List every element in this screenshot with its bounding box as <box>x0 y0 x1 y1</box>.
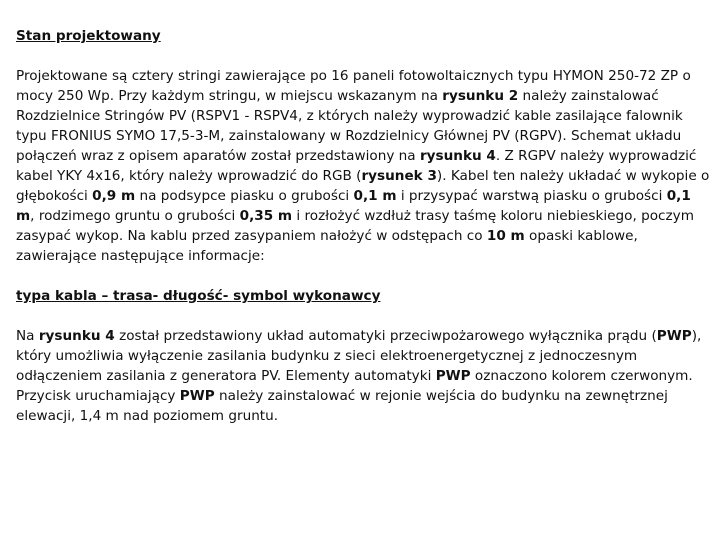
cable-label-format: typa kabla – trasa- długość- symbol wykonawcy <box>16 288 381 304</box>
section-heading: Stan projektowany <box>16 28 161 44</box>
bold-text-run: rysunek 3 <box>361 168 437 184</box>
paragraph-przycisk <box>16 386 712 426</box>
bold-text-run: 0,35 m <box>239 208 293 224</box>
bold-text-run: 0,1 m <box>353 188 397 204</box>
document-page <box>16 26 712 426</box>
bold-text-run: rysunku 4 <box>419 148 496 164</box>
bold-text-run: PWP <box>179 388 215 404</box>
text-run: i rozłożyć wzdłuż trasy taśmę koloru niebieskiego, poczym zasypać wykop. Na kablu przed zasypaniem nałożyć w odstępach co <box>16 208 694 244</box>
paragraph-stringi <box>16 66 712 266</box>
text-run: Na <box>16 328 39 344</box>
text-run: na podsypce piasku o grubości <box>135 188 354 204</box>
text-run: Projektowane są cztery stringi zawierające po 16 paneli fotowoltaicznych typu HYMON 250-72 ZP o mocy 250 Wp. Przy każdym stringu, w miejscu wskazanym na <box>16 68 691 104</box>
text-run: Przycisk uruchamiający <box>16 388 180 404</box>
text-run: , rodzimego gruntu o grubości <box>30 208 240 224</box>
text-run: ), który umożliwia wyłączenie zasilania budynku z sieci elektroenergetycznej z jednoczesnym odłączeniem zasilania z generatora PV. Elementy automatyki <box>16 328 702 384</box>
text-run: opaski kablowe, zawierające następujące informacje: <box>16 228 638 264</box>
bold-text-run: rysunku 4 <box>38 328 115 344</box>
text-run: . Z RGPV należy wyprowadzić kabel YKY 4x16, który należy wprowadzić do RGB ( <box>16 148 697 184</box>
bold-text-run: 0,9 m <box>92 188 136 204</box>
text-run: ). Kabel ten należy układać w wykopie o głębokości <box>16 168 710 204</box>
bold-text-run: rysunku 2 <box>442 88 519 104</box>
bold-text-run: PWP <box>656 328 692 344</box>
text-run: i przysypać warstwą piasku o grubości <box>396 188 667 204</box>
bold-text-run: 10 m <box>486 228 525 244</box>
bold-text-run: 0,1 m <box>16 188 691 224</box>
text-run: został przedstawiony układ automatyki przeciwpożarowego wyłącznika prądu ( <box>114 328 657 344</box>
paragraph-pwp <box>16 326 712 386</box>
text-run: należy zainstalować w rejonie wejścia do budynku na zewnętrznej elewacji, 1,4 m nad poziomem gruntu. <box>16 388 668 424</box>
bold-text-run: PWP <box>435 368 471 384</box>
text-run: oznaczono kolorem czerwonym. <box>470 368 693 384</box>
text-run: należy zainstalować Rozdzielnice Stringów PV (RSPV1 - RSPV4, z których należy wyprowadzić kable zasilające falownik typu FRONIUS SYMO 17,5-3-M, zainstalowany w Rozdzielnicy Głównej PV (RGPV). Schemat układu połączeń wraz z opisem aparatów został przedstawiony na <box>16 88 683 164</box>
